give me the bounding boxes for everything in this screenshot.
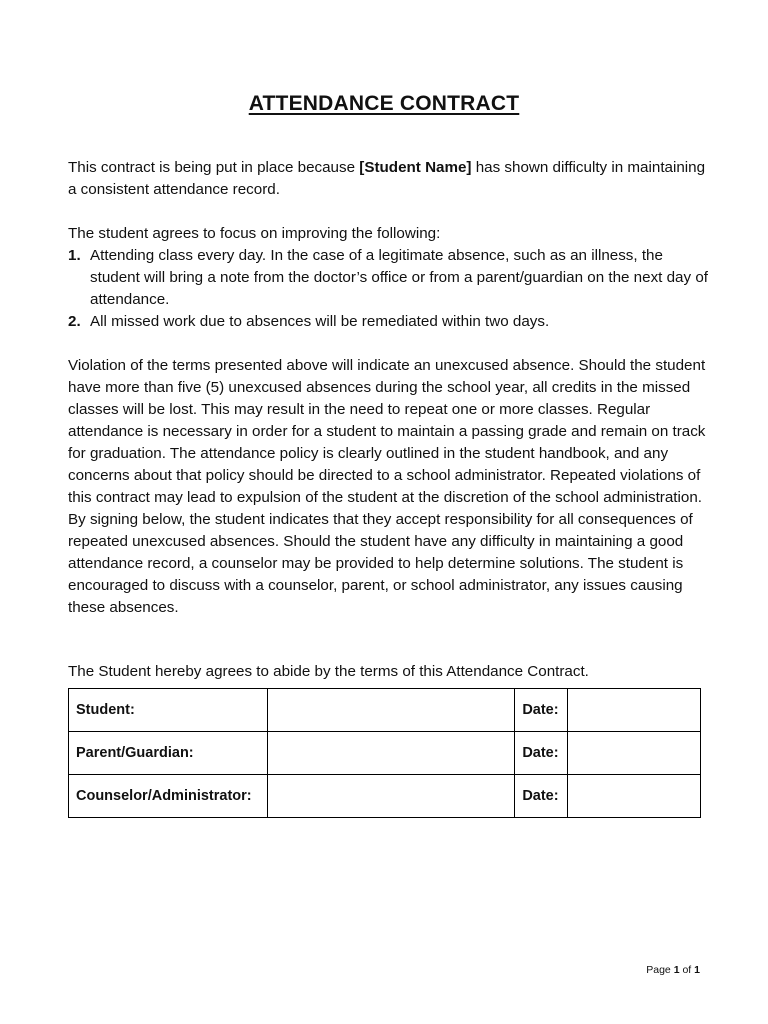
document-title: ATTENDANCE CONTRACT xyxy=(248,92,520,115)
intro-paragraph xyxy=(68,157,708,201)
signature-row-student xyxy=(69,689,701,732)
list-item-number: 2. xyxy=(68,313,81,330)
signature-row-counselor xyxy=(69,775,701,818)
date-label: Date: xyxy=(515,689,568,732)
signature-field-student[interactable] xyxy=(267,689,514,732)
date-label: Date: xyxy=(515,775,568,818)
list-item-number: 1. xyxy=(68,247,81,264)
list-item xyxy=(68,245,708,311)
total-pages: 1 xyxy=(694,964,700,976)
intro-text-after: has shown difficulty in maintaining a consistent attendance record. xyxy=(68,159,706,198)
signature-table xyxy=(68,688,701,818)
of-word: of xyxy=(682,964,692,976)
list-item-text: All missed work due to absences will be remediated within two days. xyxy=(90,313,550,330)
signature-row-parent xyxy=(69,732,701,775)
date-field-parent[interactable] xyxy=(568,732,701,775)
date-field-counselor[interactable] xyxy=(568,775,701,818)
student-name-placeholder: [Student Name] xyxy=(359,159,472,176)
list-item xyxy=(68,311,708,333)
page-number xyxy=(646,964,700,976)
page-word: Page xyxy=(646,964,671,976)
date-field-student[interactable] xyxy=(568,689,701,732)
signature-field-parent[interactable] xyxy=(267,732,514,775)
list-item-text: Attending class every day. In the case of a legitimate absence, such as an illness, the student will bring a note from the doctor’s office or from a parent/guardian on the next day of attendance. xyxy=(90,247,708,308)
signature-field-counselor[interactable] xyxy=(267,775,514,818)
date-label: Date: xyxy=(515,732,568,775)
signature-label: Parent/Guardian: xyxy=(69,732,268,775)
signature-label: Student: xyxy=(69,689,268,732)
signature-label: Counselor/Administrator: xyxy=(69,775,268,818)
violation-paragraph: Violation of the terms presented above will indicate an unexcused absence. Should the student have more than five (5) unexcused absences during the school year, all credits in the missed classes will be lost. This may result in the need to repeat one or more classes. Regular attendance is necessary in order for a student to maintain a passing grade and remain on track for graduation. The attendance policy is clearly outlined in the student handbook, and any concerns about that policy should be directed to a school administrator. Repeated violations of this contract may lead to expulsion of the student at the discretion of the school administration. By signing below, the student indicates that they accept responsibility for all consequences of repeated unexcused absences. Should the student have any difficulty in maintaining a good attendance record, a counselor may be provided to help determine solutions. The student is encouraged to discuss with a counselor, parent, or school administrator, any issues causing these absences. xyxy=(68,357,706,616)
current-page: 1 xyxy=(673,964,680,976)
agreement-statement: The Student hereby agrees to abide by the terms of this Attendance Contract. xyxy=(68,663,589,680)
improvement-list xyxy=(68,245,708,333)
agreement-heading: The student agrees to focus on improving the following: xyxy=(68,225,441,242)
intro-text-before: This contract is being put in place because xyxy=(68,159,360,176)
